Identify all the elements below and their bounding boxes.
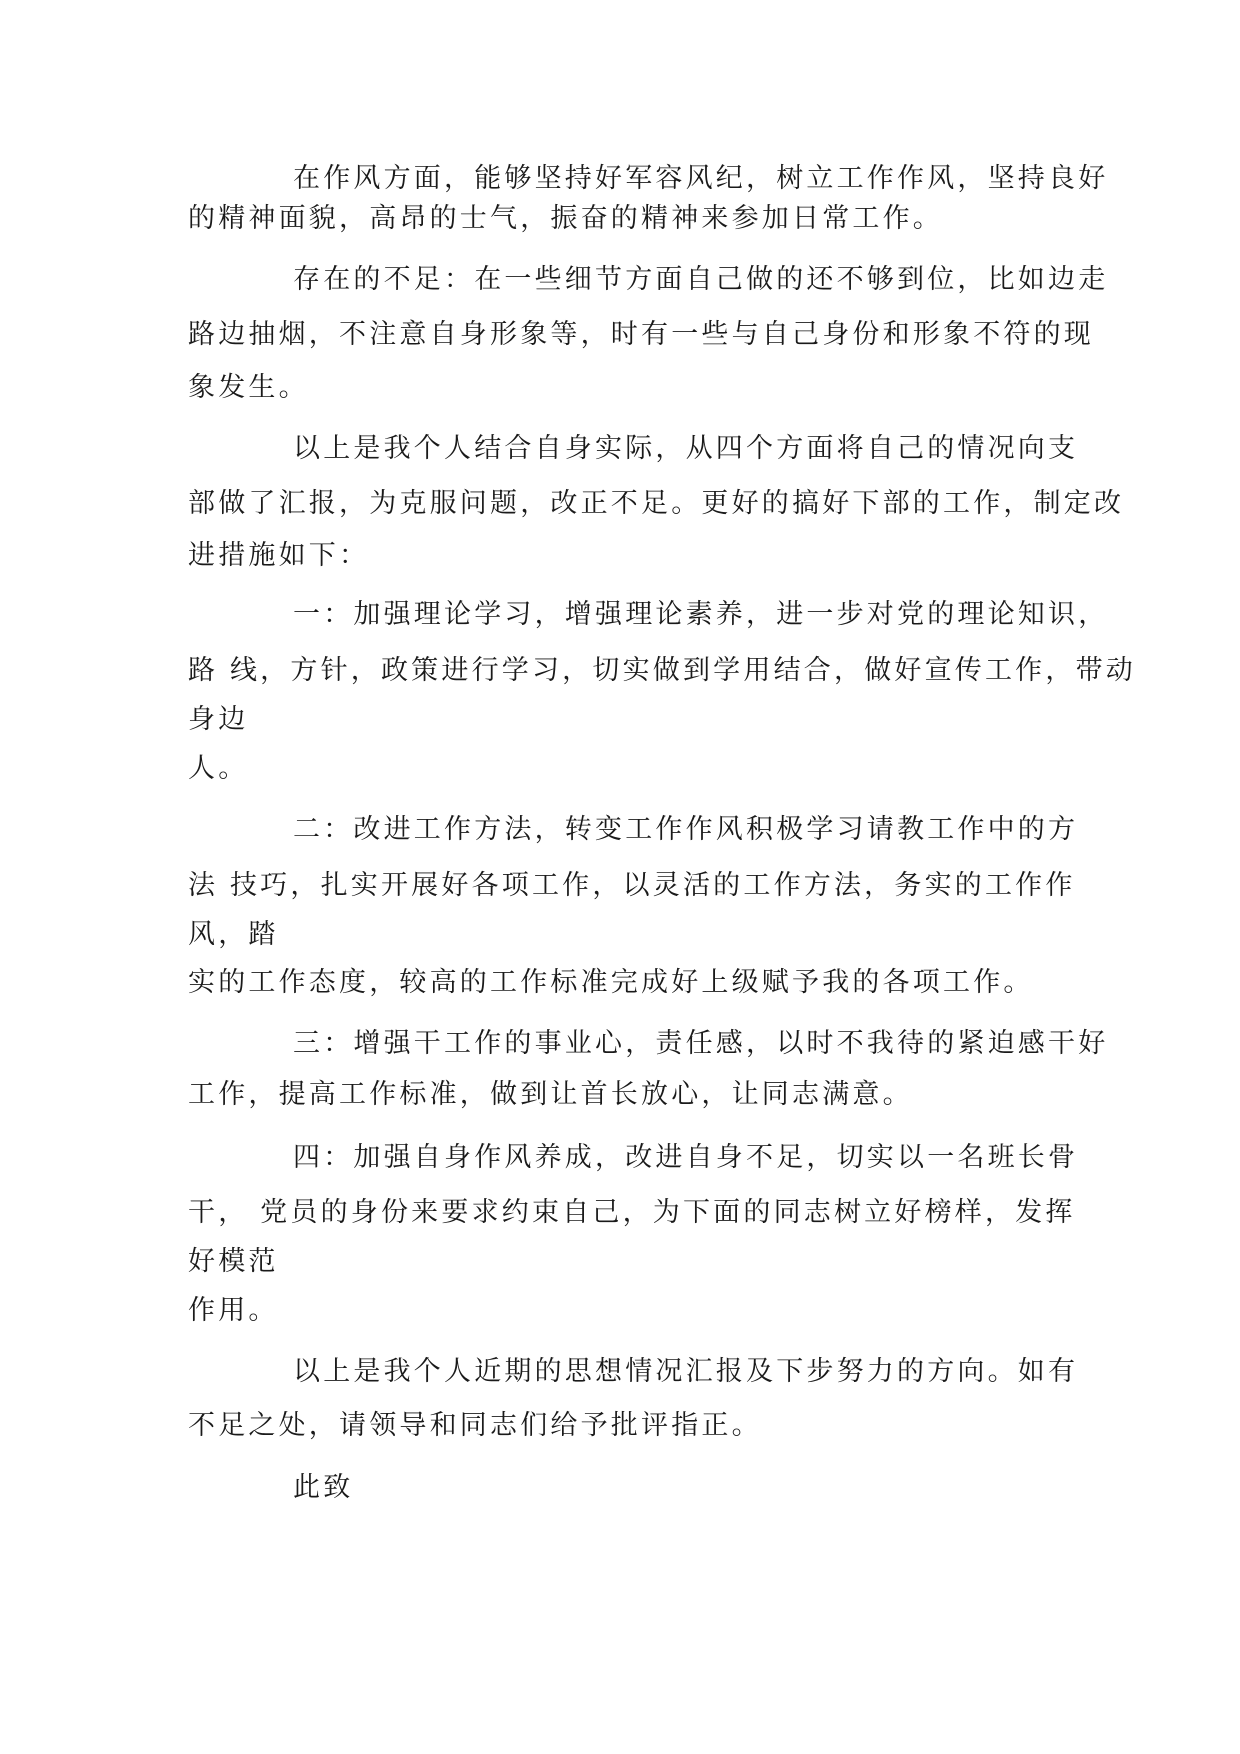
text-line: 象发生。 (188, 372, 309, 403)
text-line: 二：改进工作方法，转变工作作风积极学习请教工作中的方 (293, 814, 1079, 845)
text-line: 在作风方面，能够坚持好军容风纪，树立工作作风，坚持良好 (293, 163, 1109, 194)
text-line: 部做了汇报，为克服问题，改正不足。更好的搞好下部的工作，制定改 (188, 488, 1125, 519)
text-line: 人。 (188, 753, 249, 784)
text-line: 工作，提高工作标准，做到让首长放心，让同志满意。 (188, 1079, 913, 1110)
text-line: 以上是我个人结合自身实际，从四个方面将自己的情况向支 (293, 433, 1079, 464)
text-line: 以上是我个人近期的思想情况汇报及下步努力的方向。如有 (293, 1356, 1079, 1387)
text-line: 身边 (188, 704, 249, 735)
text-line: 的精神面貌，高昂的士气，振奋的精神来参加日常工作。 (188, 203, 943, 234)
text-line: 不足之处，请领导和同志们给予批评指正。 (188, 1410, 762, 1441)
text-line: 三：增强干工作的事业心，责任感，以时不我待的紧迫感干好 (293, 1028, 1109, 1059)
text-line: 实的工作态度，较高的工作标准完成好上级赋予我的各项工作。 (188, 967, 1034, 998)
text-line: 路边抽烟，不注意自身形象等，时有一些与自己身份和形象不符的现 (188, 319, 1094, 350)
text-line: 法 技巧，扎实开展好各项工作，以灵活的工作方法，务实的工作作 (188, 870, 1076, 901)
text-line: 干， 党员的身份来要求约束自己，为下面的同志树立好榜样，发挥 (188, 1197, 1076, 1228)
text-line: 一：加强理论学习，增强理论素养，进一步对党的理论知识， (293, 599, 1109, 630)
text-line: 风，踏 (188, 919, 279, 950)
text-line: 路 线，方针，政策进行学习，切实做到学用结合，做好宣传工作，带动 (188, 655, 1136, 686)
text-line: 进措施如下： (188, 540, 370, 571)
text-line: 作用。 (188, 1295, 279, 1326)
text-line: 四：加强自身作风养成，改进自身不足，切实以一名班长骨 (293, 1142, 1079, 1173)
text-line: 好模范 (188, 1246, 279, 1277)
text-line: 存在的不足：在一些细节方面自己做的还不够到位，比如边走 (293, 264, 1109, 295)
text-line: 此致 (293, 1472, 354, 1503)
